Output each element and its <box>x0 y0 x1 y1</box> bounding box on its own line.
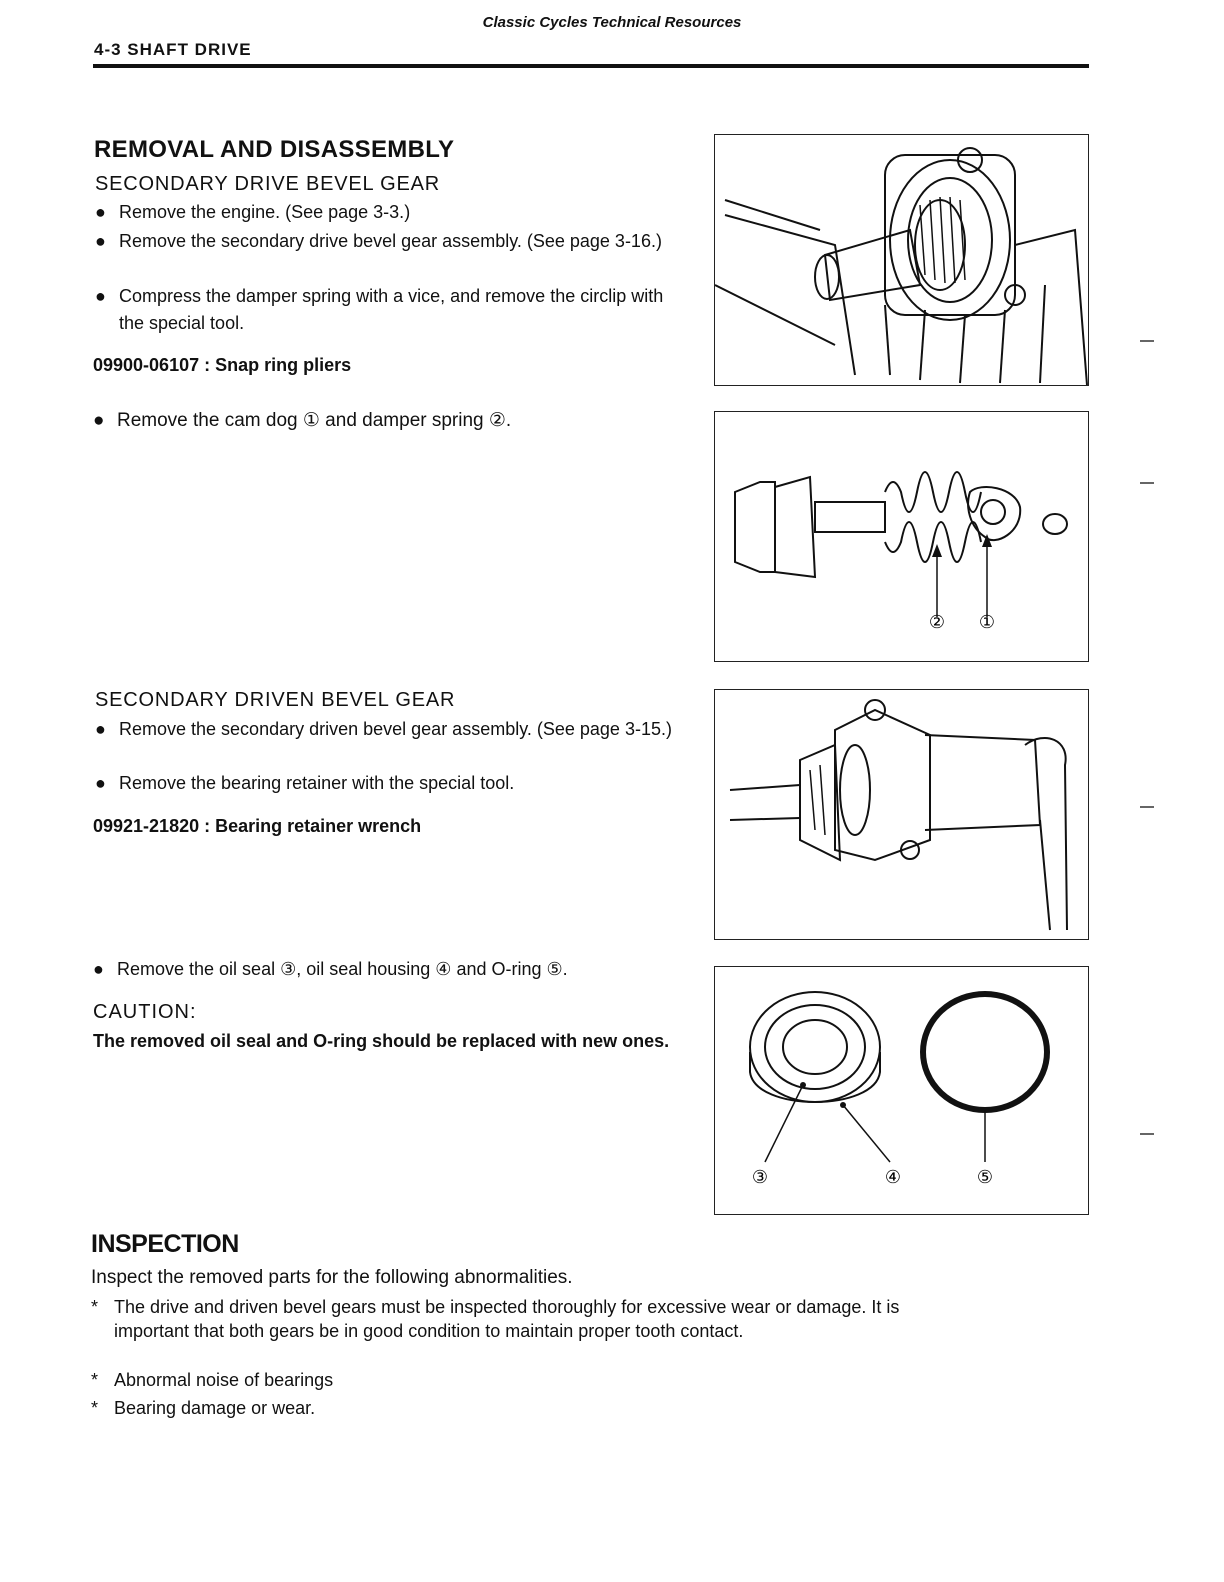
inspection-item-3: * Bearing damage or wear. <box>91 1398 316 1418</box>
snap-ring-tool: 09900-06107 : Snap ring pliers <box>93 355 352 375</box>
site-title: Classic Cycles Technical Resources <box>482 14 742 31</box>
asterisk-icon: * <box>91 1297 99 1317</box>
figure-cam-dog-spring <box>714 411 1089 662</box>
vice-illustration <box>715 135 1088 385</box>
drive-gear-title: SECONDARY DRIVE BEVEL GEAR <box>95 173 440 195</box>
inspection-intro: Inspect the removed parts for the following abnormalities. <box>91 1267 573 1288</box>
drive-step-2: ● Remove the secondary drive bevel gear assembly. (See page 3-16.) <box>95 228 685 255</box>
fig4-label-5: ⑤ <box>976 1167 994 1188</box>
bullet-icon: ● <box>93 959 104 979</box>
section-header: 4-3 SHAFT DRIVE <box>94 40 252 59</box>
removal-title: REMOVAL AND DISASSEMBLY <box>94 136 455 163</box>
bullet-icon: ● <box>95 286 106 306</box>
driven-gear-title: SECONDARY DRIVEN BEVEL GEAR <box>95 689 456 711</box>
header-rule <box>93 64 1089 68</box>
caution-text: The removed oil seal and O-ring should be replaced with new ones. <box>93 1031 670 1051</box>
drive-step-4: ● Remove the cam dog ① and damper spring ②. <box>93 407 683 434</box>
margin-mark <box>1140 806 1154 808</box>
figure-retainer-wrench <box>714 689 1089 940</box>
driven-step-2: ● Remove the bearing retainer with the special tool. <box>95 770 685 797</box>
bullet-icon: ● <box>95 773 106 793</box>
inspection-title: INSPECTION <box>91 1230 239 1258</box>
margin-mark <box>1140 340 1154 342</box>
figure-seal-oring <box>714 966 1089 1215</box>
seal-illustration <box>715 967 1088 1214</box>
fig2-label-1: ① <box>978 612 996 633</box>
margin-mark <box>1140 482 1154 484</box>
fig4-label-3: ③ <box>751 1167 769 1188</box>
drive-step-1: ● Remove the engine. (See page 3-3.) <box>95 199 685 226</box>
inspection-item-1: * The drive and driven bevel gears must be inspected thoroughly for excessive wear or damage. It is important that both gears be in good condition to maintain proper tooth contact. <box>91 1297 900 1341</box>
margin-mark <box>1140 1133 1154 1135</box>
figure-vice-circlip <box>714 134 1089 386</box>
wrench-illustration <box>715 690 1088 939</box>
asterisk-icon: * <box>91 1370 99 1390</box>
bullet-icon: ● <box>95 202 106 222</box>
fig4-label-4: ④ <box>884 1167 902 1188</box>
driven-step-1: ● Remove the secondary driven bevel gear assembly. (See page 3-15.) <box>95 716 685 743</box>
drive-step-3: ● Compress the damper spring with a vice, and remove the circlip with the special tool. <box>95 283 685 337</box>
driven-step-3: ● Remove the oil seal ③, oil seal housing ④ and O-ring ⑤. <box>93 956 683 983</box>
fig2-label-2: ② <box>928 612 946 633</box>
retainer-wrench-tool: 09921-21820 : Bearing retainer wrench <box>93 816 422 836</box>
caution-title: CAUTION: <box>93 1001 197 1023</box>
bullet-icon: ● <box>95 719 106 739</box>
bullet-icon: ● <box>93 410 105 431</box>
inspection-item-2: * Abnormal noise of bearings <box>91 1370 334 1390</box>
bullet-icon: ● <box>95 231 106 251</box>
asterisk-icon: * <box>91 1398 99 1418</box>
cam-dog-illustration <box>715 412 1088 661</box>
